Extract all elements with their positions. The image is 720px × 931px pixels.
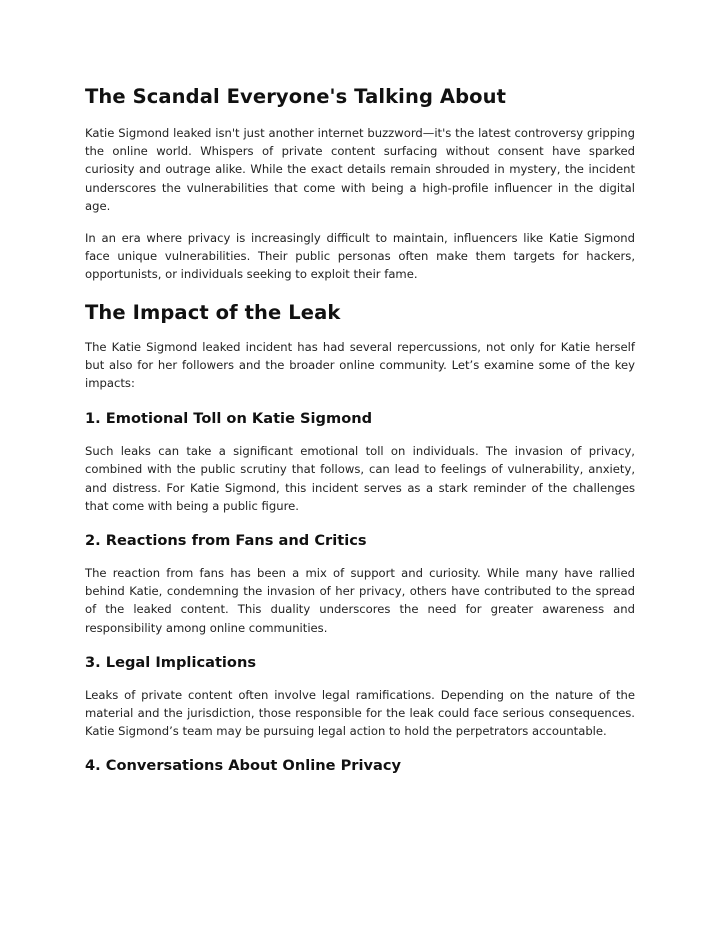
subheading-reactions: 2. Reactions from Fans and Critics — [85, 532, 367, 550]
paragraph-impact-intro: The Katie Sigmond leaked incident has had several repercussions, not only for Katie herself but also for her followers and the broader online community. Let’s examine some of the key impacts: — [85, 339, 635, 391]
paragraph-scandal-intro: Katie Sigmond leaked isn't just another internet buzzword—it's the latest controversy gripping the online world. Whispers of private content surfacing without consent have sparked curiosity and outrage alike. While the exact details remain shrouded in mystery, the incident underscores the vulnerabilities that come with being a high-profile influencer in the digital age. — [85, 126, 635, 213]
section-heading-scandal: The Scandal Everyone's Talking About — [85, 85, 507, 108]
subheading-legal: 3. Legal Implications — [85, 653, 257, 671]
paragraph-scandal-privacy: In an era where privacy is increasingly difficult to maintain, influencers like Katie Sigmond face unique vulnerabilities. Their public personas often make them targets for hackers, opportunists, or individuals seeking to exploit their fame. — [85, 231, 635, 282]
paragraph-reactions: The reaction from fans has been a mix of support and curiosity. While many have rallied behind Katie, condemning the invasion of her privacy, others have contributed to the spread of the leaked content. This duality underscores the need for greater awareness and responsibility among online communities. — [85, 566, 635, 635]
subheading-online-privacy: 4. Conversations About Online Privacy — [85, 757, 402, 775]
section-heading-impact: The Impact of the Leak — [85, 300, 341, 324]
paragraph-legal: Leaks of private content often involve legal ramifications. Depending on the nature of the material and the jurisdiction, those responsible for the leak could face serious consequences. Katie Sigmond’s team may be pursuing legal action to hold the perpetrators accountable. — [85, 687, 635, 739]
document-page — [85, 84, 635, 776]
subheading-emotional-toll: 1. Emotional Toll on Katie Sigmond — [85, 410, 373, 428]
paragraph-emotional-toll: Such leaks can take a significant emotional toll on individuals. The invasion of privacy, combined with the public scrutiny that follows, can lead to feelings of vulnerability, anxiety, and distress. For Katie Sigmond, this incident serves as a stark reminder of the challenges that come with being a public figure. — [85, 444, 635, 513]
